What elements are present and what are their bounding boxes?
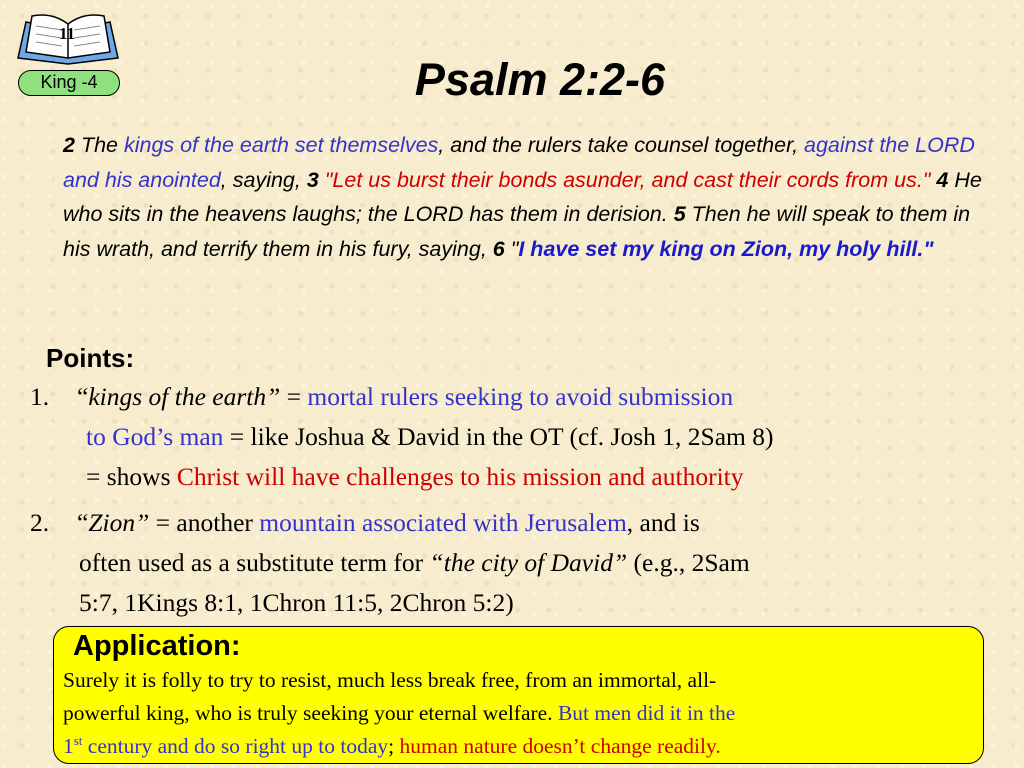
point-2-line-3: 5:7, 1Kings 8:1, 1Chron 11:5, 2Chron 5:2) [79,588,514,617]
verse-number: 4 [936,167,949,192]
scripture-segment: He who sits in the heavens laughs; the LORD has them in derision. [63,167,982,226]
scripture-segment: "Let us burst their bonds asunder, and cast their cords from us." [318,167,931,192]
series-tag: King -4 [18,70,120,96]
scripture-segment: kings of the earth set themselves [123,133,439,157]
slide-number: 11 [58,24,76,43]
scripture-passage [63,128,993,266]
application-heading: Application: [73,630,241,662]
verse-number: 5 [673,202,686,226]
point-2-line-2: often used as a substitute term for “the city of David” (e.g., 2Sam [79,548,750,577]
point-2-term: Zion” [88,508,150,537]
point-1-line-2: to God’s man = like Joshua & David in the OT (cf. Josh 1, 2Sam 8) [86,422,774,451]
point-2-line-1: “Zion” = another mountain associated with Jerusalem, and is [77,508,700,537]
verse-number: 6 [492,236,505,261]
point-1-line-1: “kings of the earth” = mortal rulers seeking to avoid submission [77,382,734,411]
scripture-segment: , and the rulers take counsel together, [438,133,805,157]
scripture-segment: Then he will speak to them in his wrath, and terrify them in his fury, saying, [63,202,971,261]
verse-number: 2 [63,133,75,157]
point-1-number: 1. [30,382,50,411]
points-heading: Points: [46,343,135,373]
scripture-segment: I have set my king on Zion, my holy hill." [518,236,934,261]
scripture-segment: The [74,133,124,157]
scripture-segment: , saying, [220,167,307,192]
application-line-1: Surely it is folly to try to resist, much less break free, from an immortal, all- [63,668,717,692]
verse-number: 3 [306,167,319,192]
scripture-segment: against the LORD and his anointed [63,133,975,192]
point-1-line-3: = shows Christ will have challenges to his mission and authority [86,462,744,491]
point-1-term: kings of the earth” [88,382,281,411]
point-2-number: 2. [30,508,50,537]
scripture-segment: " [504,236,519,261]
application-line-3: 1st century and do so right up to today; human nature doesn’t change readily. [63,733,721,758]
application-line-2: powerful king, who is truly seeking your eternal welfare. But men did it in the [63,701,736,725]
page-title: Psalm 2:2-6 [414,54,666,105]
